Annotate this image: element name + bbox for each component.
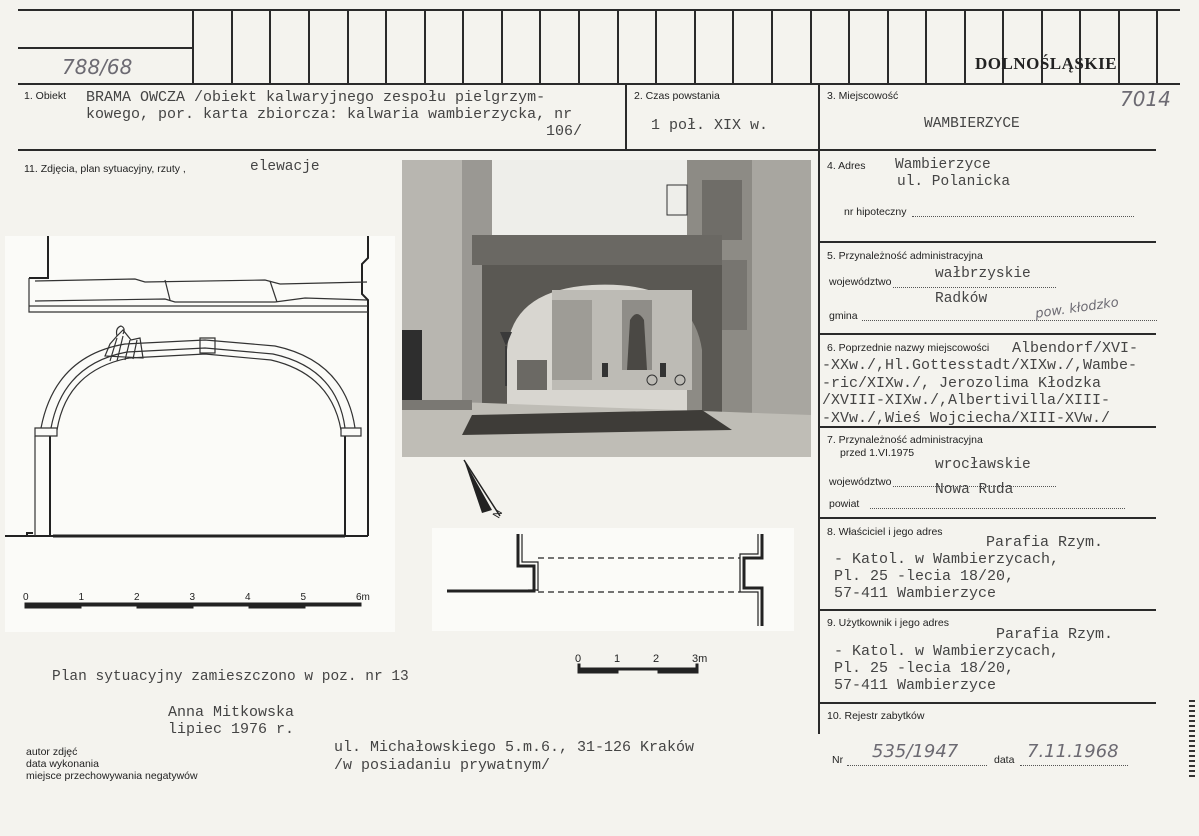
- header-box-divider: [848, 9, 850, 84]
- header-box-divider: [771, 9, 773, 84]
- object-name: [86, 89, 582, 140]
- plan-scale-tick: 2: [653, 653, 660, 665]
- former-names-line: Albendorf/XVI-: [1012, 340, 1139, 357]
- north-arrow-icon: [462, 458, 512, 528]
- user-line: - Katol. w Wambierzycach,: [834, 643, 1060, 660]
- register-nr-label: Nr: [832, 754, 844, 766]
- negatives-ownership: /w posiadaniu prywatnym/: [334, 757, 551, 774]
- header-box-divider: [655, 9, 657, 84]
- register-nr-value: 535/1947: [872, 741, 959, 762]
- north-label: N: [490, 507, 506, 521]
- owner-line: - Katol. w Wambierzycach,: [834, 551, 1060, 568]
- elevation-drawing-panel: [5, 236, 395, 632]
- owner-line: Parafia Rzym.: [986, 534, 1104, 551]
- object-name-line: BRAMA OWCZA /obiekt kalwaryjnego zespołu pielgrzym-: [86, 89, 546, 106]
- elevation-scale-tick: 1: [78, 592, 85, 603]
- header-box-divider: [462, 9, 464, 84]
- header-box-divider: [231, 9, 233, 84]
- header-box-divider: [385, 9, 387, 84]
- powiat-value: Nowa Ruda: [935, 482, 1014, 498]
- register-date-value: 7.11.1968: [1027, 741, 1119, 762]
- negatives-address: ul. Michałowskiego 5.m.6., 31-126 Kraków: [334, 739, 695, 756]
- elevation-scale-labels: [23, 592, 370, 603]
- field-9-label: 9. Użytkownik i jego adres: [827, 617, 949, 629]
- field-divider: [625, 83, 627, 150]
- field-6-label: 6. Poprzednie nazwy miejscowości: [827, 342, 990, 354]
- field-3-label: 3. Miejscowość: [827, 90, 899, 102]
- photo-author: Anna Mitkowska: [168, 704, 295, 721]
- field-separator: [818, 333, 1156, 335]
- field-4-label: 4. Adres: [827, 160, 866, 172]
- field-separator: [818, 426, 1156, 428]
- header-box-divider: [308, 9, 310, 84]
- field-8-label: 8. Właściciel i jego adres: [827, 526, 943, 538]
- header-divider: [18, 47, 192, 49]
- field-10-label: 10. Rejestr zabytków: [827, 710, 925, 722]
- handwritten-county-note: pow. kłodzko: [1034, 295, 1120, 322]
- negatives-location-label: miejsce przechowywania negatywów: [26, 770, 198, 782]
- plan-scale-labels: [575, 653, 707, 665]
- gmina-label: gmina: [829, 310, 858, 322]
- header-box-divider: [617, 9, 619, 84]
- header-box-divider: [424, 9, 426, 84]
- address-line: ul. Polanicka: [897, 174, 1011, 190]
- header-box-divider: [501, 9, 503, 84]
- address-line: Wambierzyce: [895, 157, 991, 173]
- inventory-number: 788/68: [62, 55, 133, 79]
- region-name: DOLNOŚLĄSKIE: [975, 54, 1118, 73]
- voivodeship-value: wałbrzyskie: [935, 266, 1031, 282]
- field-11-value: elewacje: [250, 159, 320, 175]
- register-date-dotted-line: [1020, 765, 1128, 766]
- plan-scale-tick: 3m: [692, 653, 708, 665]
- register-nr-dotted-line: [847, 765, 987, 766]
- former-names-line: -ric/XIXw./, Jerozolima Kłodzka: [822, 374, 1102, 392]
- field-7-label: 7. Przynależność administracyjna: [827, 434, 983, 446]
- former-names-line: -XXw./,Hl.Gottesstadt/XIXw./,Wambe-: [822, 357, 1138, 374]
- powiat-label: powiat: [829, 498, 860, 510]
- header-box-divider: [269, 9, 271, 84]
- header-box-divider: [694, 9, 696, 84]
- user-address: [834, 643, 1059, 694]
- elevation-drawing: [5, 236, 395, 632]
- plan-scale-tick: 0: [575, 653, 582, 665]
- edge-marks: [1189, 700, 1195, 780]
- former-names-line: /XVIII-XIXw./,Albertivilla/XIII-: [822, 392, 1111, 409]
- voivodeship-label: województwo: [829, 276, 892, 288]
- field-separator: [818, 609, 1156, 611]
- header-box-divider: [732, 9, 734, 84]
- address: [895, 157, 1010, 191]
- former-voivodeship-value: wrocławskie: [935, 457, 1031, 473]
- powiat-dotted-line: [870, 508, 1125, 509]
- field-7-sublabel: przed 1.VI.1975: [840, 447, 915, 459]
- photo-image: [402, 160, 811, 457]
- header-box-divider: [192, 9, 194, 84]
- owner-address: [834, 551, 1059, 602]
- user-line: 57-411 Wambierzyce: [834, 677, 997, 694]
- plan-drawing-panel: [432, 528, 794, 631]
- owner-line: Pl. 25 -lecia 18/20,: [834, 568, 1015, 585]
- header-box-divider: [578, 9, 580, 84]
- right-column-border: [818, 149, 820, 734]
- object-name-line: kowego, por. karta zbiorcza: kalwaria wambierzycka, nr: [86, 106, 573, 123]
- field-1-label: 1. Obiekt: [24, 90, 67, 102]
- header-box-divider: [1118, 9, 1120, 84]
- user-line: Parafia Rzym.: [996, 626, 1114, 643]
- field-separator: [818, 702, 1156, 704]
- header-box-divider: [1156, 9, 1158, 84]
- elevation-scale-tick: 3: [189, 592, 196, 603]
- side-number: 7014: [1120, 87, 1171, 111]
- header-box-divider: [925, 9, 927, 84]
- field-separator: [818, 241, 1156, 243]
- header-box-divider: [887, 9, 889, 84]
- register-date-label: data: [994, 754, 1015, 766]
- construction-time: 1 poł. XIX w.: [651, 117, 769, 134]
- field-separator: [818, 517, 1156, 519]
- date-label: data wykonania: [26, 758, 99, 770]
- user-line: Pl. 25 -lecia 18/20,: [834, 660, 1015, 677]
- voivodeship-dotted-line: [893, 287, 1056, 288]
- elevation-scale-tick: 6m: [356, 592, 370, 603]
- situational-plan-note: Plan sytuacyjny zamieszczono w poz. nr 13: [52, 669, 409, 685]
- field-divider: [818, 83, 820, 150]
- elevation-scale-tick: 5: [300, 592, 307, 603]
- header-box-divider: [810, 9, 812, 84]
- owner-line: 57-411 Wambierzyce: [834, 585, 997, 602]
- gmina-dotted-line: [862, 320, 1157, 321]
- plan-drawing: [432, 528, 794, 631]
- elevation-scale-tick: 0: [23, 592, 29, 603]
- gmina-value: Radków: [935, 291, 988, 307]
- header-box-divider: [539, 9, 541, 84]
- elevation-scale-tick: 2: [134, 592, 140, 603]
- field-2-label: 2. Czas powstania: [634, 90, 720, 102]
- elevation-scale-tick: 4: [245, 592, 251, 603]
- mortgage-label: nr hipoteczny: [844, 206, 907, 218]
- header-box-divider: [964, 9, 966, 84]
- locality: WAMBIERZYCE: [924, 116, 1020, 132]
- author-label: autor zdjęć: [26, 746, 78, 758]
- plan-scale-bar: [572, 636, 722, 681]
- former-names-line: -XVw./,Wieś Wojciecha/XIII-XVw./: [822, 409, 1111, 427]
- mortgage-dotted-line: [912, 216, 1134, 217]
- former-names: [822, 357, 1137, 427]
- field-11-label: 11. Zdjęcia, plan sytuacyjny, rzuty ,: [24, 163, 186, 175]
- photo-date: lipiec 1976 r.: [168, 721, 295, 738]
- row1-bottom-border: [18, 149, 1156, 151]
- field-5-label: 5. Przynależność administracyjna: [827, 250, 983, 262]
- plan-scale-tick: 1: [614, 653, 621, 665]
- header-box-divider: [347, 9, 349, 84]
- object-name-line: 106/: [546, 123, 583, 140]
- voivodeship-label: województwo: [829, 476, 892, 488]
- gate-photograph: [402, 160, 811, 457]
